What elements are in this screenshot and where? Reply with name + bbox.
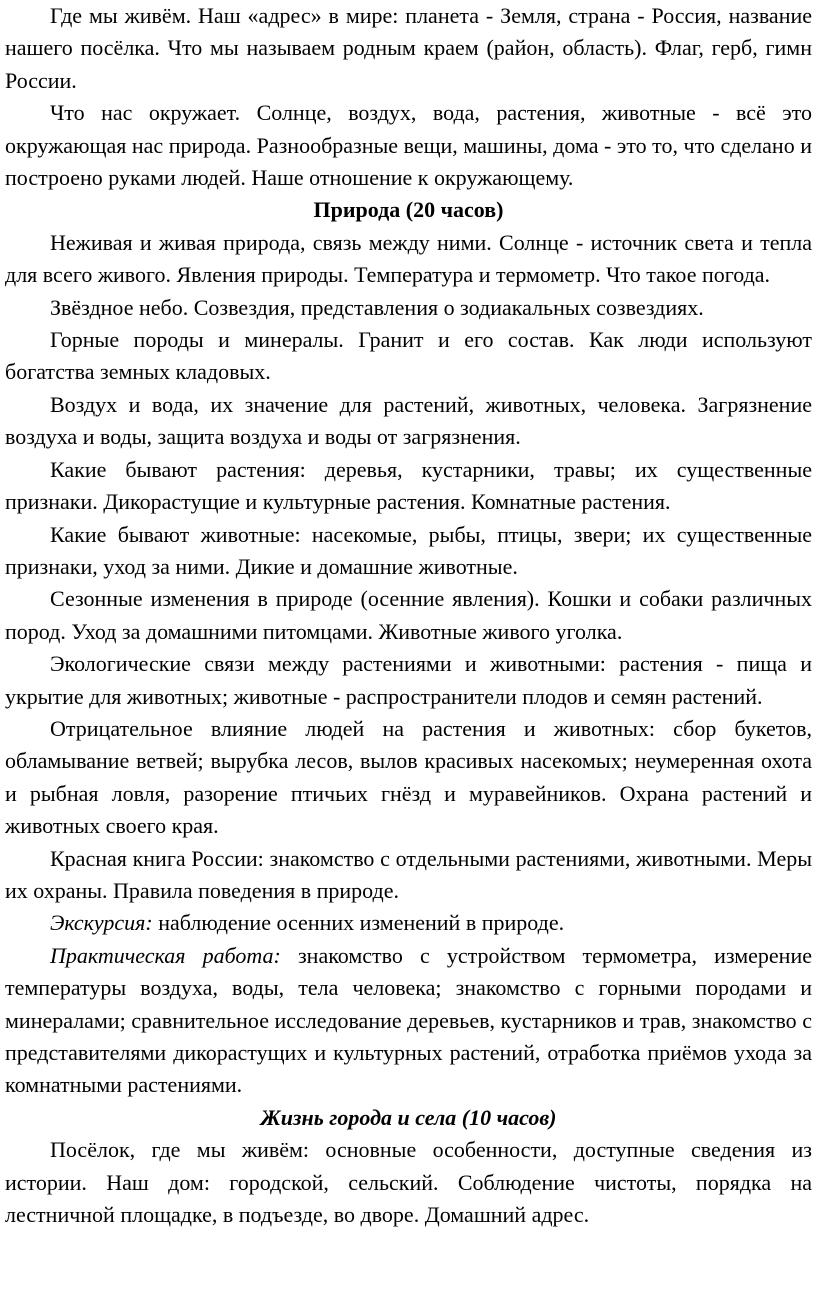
- nature-paragraph: Отрицательное влияние людей на растения и животных: сбор букетов, обламывание ветвей; вырубка лесов, вылов красивых насекомых; неумеренная охота и рыбная ловля, разорение птичьих гнёзд и муравейников. Охрана растений и животных своего края.: [5, 715, 812, 839]
- practical-work-label: Практическая работа:: [50, 942, 281, 968]
- nature-paragraph: Красная книга России: знакомство с отдельными растениями, животными. Меры их охраны. Правила поведения в природе.: [5, 845, 812, 903]
- nature-paragraph: Экологические связи между растениями и животными: растения - пища и укрытие для животных; животные - распространители плодов и семян растений.: [5, 651, 812, 709]
- nature-paragraph: Неживая и живая природа, связь между ними. Солнце - источник света и тепла для всего живого. Явления природы. Температура и термометр. Что такое погода.: [5, 229, 812, 288]
- nature-paragraph: Звёздное небо. Созвездия, представления о зодиакальных созвездиях.: [50, 294, 704, 320]
- nature-paragraph: Горные породы и минералы. Гранит и его состав. Как люди используют богатства земных кладовых.: [5, 327, 812, 385]
- nature-paragraph: Какие бывают животные: насекомые, рыбы, птицы, звери; их существенные признаки, уход за ними. Дикие и домашние животные.: [5, 521, 812, 579]
- nature-paragraph: Какие бывают растения: деревья, кустарники, травы; их существенные признаки. Дикорастущие и культурные растения. Комнатные растения.: [5, 456, 812, 515]
- intro-paragraph-surroundings: Что нас окружает. Солнце, воздух, вода, растения, животные - всё это окружающая нас природа. Разнообразные вещи, машины, дома - это то, что сделано и построено руками людей. Наше отношение к окружающему.: [5, 100, 812, 191]
- section-heading-city-life: Жизнь города и села (10 часов): [260, 1104, 557, 1130]
- practical-work-paragraph: [5, 940, 812, 1102]
- nature-paragraph: Сезонные изменения в природе (осенние явления). Кошки и собаки различных пород. Уход за домашними питомцами. Животные живого уголка.: [5, 586, 812, 644]
- city-paragraph: Посёлок, где мы живём: основные особенности, доступные сведения из истории. Наш дом: городской, сельский. Соблюдение чистоты, порядка на лестничной площадке, в подъезде, во дворе. Домашний адрес.: [5, 1137, 812, 1228]
- intro-paragraph-where-we-live: Где мы живём. Наш «адрес» в мире: планета - Земля, страна - Россия, название нашего посёлка. Что мы называем родным краем (район, область). Флаг, герб, гимн России.: [5, 3, 812, 93]
- excursion-paragraph: [5, 907, 812, 939]
- practical-work-text: знакомство с устройством термометра, измерение температуры воздуха, воды, тела человека; знакомство с горными породами и минералами; сравнительное исследование деревьев, кустарников и трав, знакомство с представителями дикорастущих и культурных растений, отработка приёмов ухода за комнатными растениями.: [5, 942, 812, 1098]
- document-page: [5, 0, 812, 1231]
- excursion-label: Экскурсия:: [50, 910, 153, 936]
- excursion-text: наблюдение осенних изменений в природе.: [152, 910, 565, 936]
- nature-paragraph: Воздух и вода, их значение для растений, животных, человека. Загрязнение воздуха и воды, защита воздуха и воды от загрязнения.: [5, 391, 812, 450]
- section-heading-nature: Природа (20 часов): [313, 197, 504, 223]
